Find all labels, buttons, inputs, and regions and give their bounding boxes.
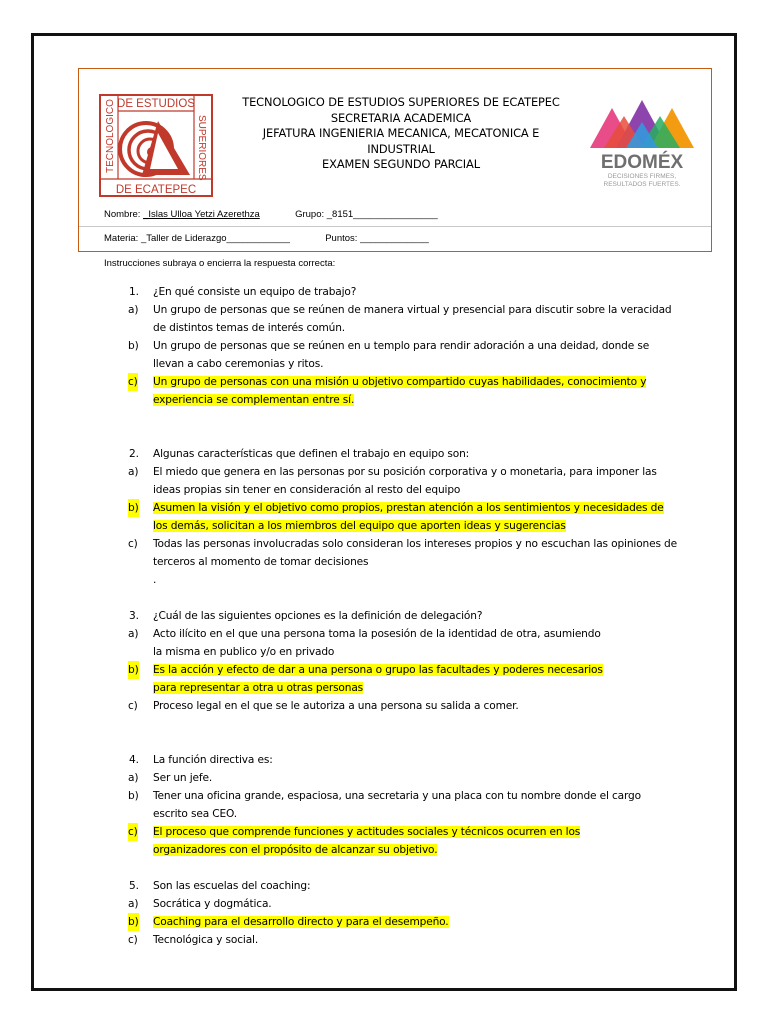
option-line: Un grupo de personas que se reúnen de manera virtual y presencial para discutir sobre la veracidad [153, 304, 672, 316]
materia-puntos-row [104, 233, 429, 244]
option-line-highlighted: organizadores con el propósito de alcanzar su objetivo. [153, 844, 438, 856]
option-line-highlighted: Asumen la visión y el objetivo como propios, prestan atención a los sentimientos y necesidades de [153, 502, 664, 514]
trailing-dot: . [153, 574, 157, 586]
option-1b[interactable] [126, 337, 726, 373]
option-4c-correct[interactable] [126, 823, 726, 859]
title-line-3: JEFATURA INGENIERIA MECANICA, MECATONICA E [262, 126, 540, 140]
option-letter: a) [128, 772, 139, 784]
logo-top-text: DE ESTUDIOS [117, 98, 195, 110]
option-line: Socrática y dogmática. [153, 898, 272, 910]
option-letter: c) [128, 934, 138, 946]
logo-right-text: SUPERIORES [196, 115, 207, 181]
option-letter: c) [128, 700, 138, 712]
option-line: Todas las personas involucradas solo consideran los intereses propios y no escuchan las opiniones de [153, 538, 677, 550]
title-line-1: TECNOLOGICO DE ESTUDIOS SUPERIORES DE ECATEPEC [242, 95, 560, 109]
question-number: 5. [129, 880, 139, 892]
option-line: escrito sea CEO. [153, 808, 238, 820]
option-letter: a) [128, 898, 139, 910]
title-line-2: SECRETARIA ACADEMICA [330, 110, 472, 125]
question-2 [126, 445, 726, 463]
exam-questions [126, 283, 726, 949]
question-text: La función directiva es: [153, 754, 273, 766]
materia-label: Materia: [104, 233, 139, 244]
field-separator [79, 226, 711, 227]
puntos-label: Puntos: [325, 233, 358, 244]
option-line-highlighted: El proceso que comprende funciones y actitudes sociales y técnicos ocurren en los [153, 826, 581, 838]
option-3a[interactable] [126, 625, 726, 661]
option-letter: c) [128, 373, 138, 391]
option-5b-correct[interactable] [126, 913, 726, 931]
option-line: la misma en publico y/o en privado [153, 646, 335, 658]
institution-title-block [214, 95, 588, 173]
option-line: Tener una oficina grande, espaciosa, una secretaria y una placa con tu nombre donde el cargo [153, 790, 641, 802]
option-3c[interactable] [126, 697, 726, 715]
option-line-highlighted: Un grupo de personas con una misión u objetivo compartido cuyas habilidades, conocimiento y [153, 376, 647, 388]
option-line: ideas propias sin tener en consideración al resto del equipo [153, 484, 461, 496]
option-4a[interactable] [126, 769, 726, 787]
option-2a[interactable] [126, 463, 726, 499]
option-1a[interactable] [126, 301, 726, 337]
option-line: Acto ilícito en el que una persona toma la posesión de la identidad de otra, asumiendo [153, 628, 601, 640]
option-2b-correct[interactable] [126, 499, 726, 535]
option-letter: c) [128, 538, 138, 550]
option-letter: a) [128, 466, 139, 478]
edomex-logo [586, 96, 698, 194]
question-number: 2. [129, 448, 139, 460]
puntos-field[interactable]: _____________ [360, 233, 429, 244]
title-line-4: INDUSTRIAL [367, 141, 435, 156]
nombre-grupo-row [104, 209, 438, 220]
question-4 [126, 751, 726, 769]
option-5c[interactable] [126, 931, 726, 949]
tese-logo [98, 93, 214, 198]
option-3b-correct[interactable] [126, 661, 726, 697]
option-line: Ser un jefe. [153, 772, 213, 784]
nombre-field[interactable]: _Islas Ulloa Yetzi Azerethza [143, 209, 260, 220]
option-line: terceros al momento de tomar decisiones [153, 556, 369, 568]
question-number: 1. [129, 286, 139, 298]
edomex-brand-text: EDOMÉX [600, 152, 684, 173]
question-3 [126, 607, 726, 625]
logo-left-text: TECNOLOGICO [105, 99, 116, 173]
option-line: de distintos temas de interés común. [153, 322, 345, 334]
question-text: Algunas características que definen el trabajo en equipo son: [153, 448, 470, 460]
question-text: Son las escuelas del coaching: [153, 880, 311, 892]
option-letter: b) [128, 790, 139, 802]
option-2c[interactable] [126, 535, 726, 571]
option-line: Tecnológica y social. [153, 934, 259, 946]
question-number: 3. [129, 610, 139, 622]
edomex-slogan-1: DECISIONES FIRMES, [607, 173, 677, 180]
option-4b[interactable] [126, 787, 726, 823]
option-line-highlighted: experiencia se complementan entre sí. [153, 394, 355, 406]
title-line-5: EXAMEN SEGUNDO PARCIAL [322, 157, 480, 171]
question-1 [126, 283, 726, 301]
option-line: El miedo que genera en las personas por su posición corporativa y o monetaria, para imponer las [153, 466, 657, 478]
question-5 [126, 877, 726, 895]
question-number: 4. [129, 754, 139, 766]
option-1c-correct[interactable] [126, 373, 726, 409]
nombre-label: Nombre: [104, 209, 141, 220]
option-5a[interactable] [126, 895, 726, 913]
grupo-label: Grupo: [295, 209, 325, 220]
logo-bottom-text: DE ECATEPEC [115, 184, 197, 196]
option-letter: a) [128, 628, 139, 640]
materia-field[interactable]: _Taller de Liderazgo____________ [140, 233, 290, 244]
option-letter: c) [128, 823, 138, 841]
option-letter: b) [128, 913, 139, 931]
option-letter: b) [128, 661, 139, 679]
option-letter: a) [128, 304, 139, 316]
option-letter: b) [128, 340, 139, 352]
question-text: ¿En qué consiste un equipo de trabajo? [153, 286, 357, 298]
instructions-text: Instrucciones subraya o encierra la respuesta correcta: [104, 258, 336, 269]
option-line-highlighted: Coaching para el desarrollo directo y para el desempeño. [153, 916, 449, 928]
option-line: llevan a cabo ceremonias y ritos. [153, 358, 324, 370]
option-line: Un grupo de personas que se reúnen en u templo para rendir adoración a una deidad, donde se [153, 340, 650, 352]
option-letter: b) [128, 499, 139, 517]
option-line-highlighted: para representar a otra u otras personas [153, 682, 364, 694]
option-line: Proceso legal en el que se le autoriza a una persona su salida a comer. [153, 700, 519, 712]
option-line-highlighted: los demás, solicitan a los miembros del equipo que aporten ideas y sugerencias [153, 520, 566, 532]
edomex-slogan-2: RESULTADOS FUERTES. [603, 181, 681, 188]
option-line-highlighted: Es la acción y efecto de dar a una persona o grupo las facultades y poderes necesarios [153, 664, 603, 676]
grupo-field[interactable]: _8151________________ [326, 209, 438, 220]
question-text: ¿Cuál de las siguientes opciones es la definición de delegación? [153, 610, 483, 622]
